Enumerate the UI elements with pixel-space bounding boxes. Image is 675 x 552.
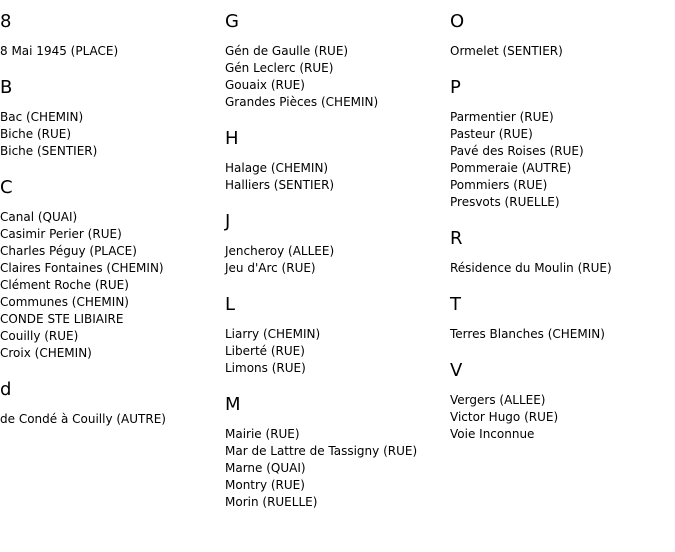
letter-section bbox=[450, 227, 670, 277]
section-letter-heading: V bbox=[450, 360, 463, 381]
street-entry[interactable]: Mar de Lattre de Tassigny (RUE) bbox=[225, 444, 418, 458]
street-entry[interactable]: Liberté (RUE) bbox=[225, 344, 305, 358]
street-entry[interactable]: Victor Hugo (RUE) bbox=[450, 410, 559, 424]
section-letter-heading: B bbox=[0, 77, 13, 98]
street-entry[interactable]: Halage (CHEMIN) bbox=[225, 161, 329, 175]
section-letter-heading: d bbox=[0, 379, 12, 400]
letter-section bbox=[225, 210, 445, 277]
street-entry[interactable]: Bac (CHEMIN) bbox=[0, 110, 84, 124]
street-entry[interactable]: de Condé à Couilly (AUTRE) bbox=[0, 412, 166, 426]
letter-section bbox=[0, 76, 220, 160]
street-index-column-2 bbox=[225, 10, 445, 527]
street-entry[interactable]: Vergers (ALLEE) bbox=[450, 393, 546, 407]
letter-section bbox=[450, 359, 670, 443]
street-entry[interactable]: Gén de Gaulle (RUE) bbox=[225, 44, 349, 58]
street-entry[interactable]: Pommeraie (AUTRE) bbox=[450, 161, 572, 175]
street-entry[interactable]: Voie Inconnue bbox=[450, 427, 535, 441]
section-letter-heading: M bbox=[225, 394, 241, 415]
street-entry[interactable]: Biche (RUE) bbox=[0, 127, 72, 141]
street-entry[interactable]: CONDE STE LIBIAIRE bbox=[0, 312, 124, 326]
street-index-column-3 bbox=[450, 10, 670, 459]
street-entry[interactable]: Résidence du Moulin (RUE) bbox=[450, 261, 612, 275]
section-letter-heading: O bbox=[450, 11, 465, 32]
section-letter-heading: G bbox=[225, 11, 239, 32]
letter-section bbox=[225, 127, 445, 194]
street-entry[interactable]: Halliers (SENTIER) bbox=[225, 178, 335, 192]
street-entry[interactable]: Communes (CHEMIN) bbox=[0, 295, 129, 309]
street-entry[interactable]: Limons (RUE) bbox=[225, 361, 306, 375]
section-letter-heading: R bbox=[450, 228, 463, 249]
street-entry[interactable]: Pommiers (RUE) bbox=[450, 178, 548, 192]
street-entry[interactable]: Couilly (RUE) bbox=[0, 329, 79, 343]
letter-section bbox=[225, 293, 445, 377]
street-entry[interactable]: 8 Mai 1945 (PLACE) bbox=[0, 44, 119, 58]
street-entry[interactable]: Terres Blanches (CHEMIN) bbox=[450, 327, 605, 341]
street-entry[interactable]: Mairie (RUE) bbox=[225, 427, 300, 441]
street-entry[interactable]: Pasteur (RUE) bbox=[450, 127, 533, 141]
letter-section bbox=[0, 10, 220, 60]
street-entry[interactable]: Croix (CHEMIN) bbox=[0, 346, 92, 360]
street-entry[interactable]: Gén Leclerc (RUE) bbox=[225, 61, 334, 75]
street-entry[interactable]: Gouaix (RUE) bbox=[225, 78, 305, 92]
letter-section bbox=[0, 378, 220, 428]
letter-section bbox=[225, 10, 445, 111]
section-letter-heading: P bbox=[450, 77, 461, 98]
street-entry[interactable]: Jencheroy (ALLEE) bbox=[225, 244, 335, 258]
section-letter-heading: T bbox=[450, 294, 461, 315]
street-entry[interactable]: Presvots (RUELLE) bbox=[450, 195, 560, 209]
street-entry[interactable]: Biche (SENTIER) bbox=[0, 144, 98, 158]
section-letter-heading: C bbox=[0, 177, 13, 198]
section-letter-heading: H bbox=[225, 128, 239, 149]
street-entry[interactable]: Parmentier (RUE) bbox=[450, 110, 554, 124]
letter-section bbox=[450, 293, 670, 343]
letter-section bbox=[450, 10, 670, 60]
street-entry[interactable]: Grandes Pièces (CHEMIN) bbox=[225, 95, 379, 109]
section-letter-heading: 8 bbox=[0, 11, 12, 32]
letter-section bbox=[225, 393, 445, 511]
section-letter-heading: J bbox=[225, 211, 231, 232]
street-entry[interactable]: Montry (RUE) bbox=[225, 478, 305, 492]
section-letter-heading: L bbox=[225, 294, 236, 315]
street-index-column-1 bbox=[0, 10, 220, 444]
street-entry[interactable]: Canal (QUAI) bbox=[0, 210, 78, 224]
street-entry[interactable]: Liarry (CHEMIN) bbox=[225, 327, 321, 341]
street-entry[interactable]: Pavé des Roises (RUE) bbox=[450, 144, 584, 158]
street-entry[interactable]: Jeu d'Arc (RUE) bbox=[225, 261, 316, 275]
street-entry[interactable]: Morin (RUELLE) bbox=[225, 495, 318, 509]
street-entry[interactable]: Charles Péguy (PLACE) bbox=[0, 244, 137, 258]
street-entry[interactable]: Marne (QUAI) bbox=[225, 461, 306, 475]
street-entry[interactable]: Clément Roche (RUE) bbox=[0, 278, 129, 292]
street-entry[interactable]: Ormelet (SENTIER) bbox=[450, 44, 563, 58]
street-entry[interactable]: Casimir Perier (RUE) bbox=[0, 227, 122, 241]
letter-section bbox=[450, 76, 670, 211]
letter-section bbox=[0, 176, 220, 362]
street-entry[interactable]: Claires Fontaines (CHEMIN) bbox=[0, 261, 164, 275]
